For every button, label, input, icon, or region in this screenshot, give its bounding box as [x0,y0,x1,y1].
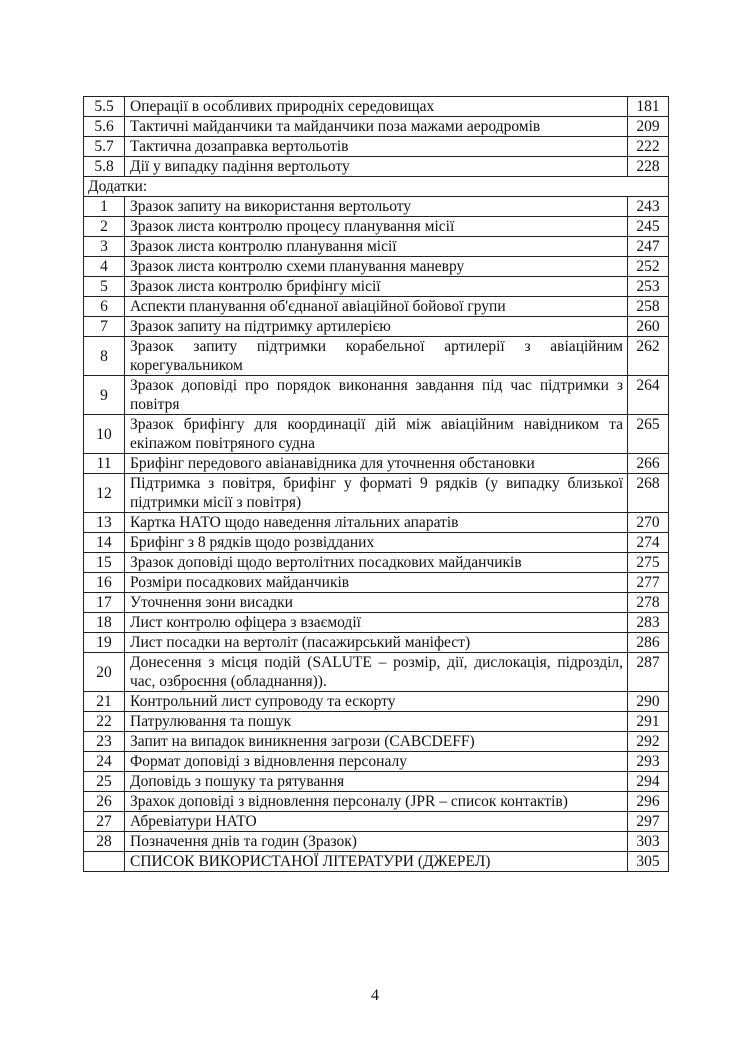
toc-row-title: Розміри посадкових майданчиків [125,573,628,593]
toc-row-title: Лист контролю офіцера з взаємодії [125,613,628,633]
appendix-heading-row [84,177,669,197]
toc-row-title: Зразок листа контролю схеми планування маневру [125,257,628,277]
toc-row-page: 290 [628,692,669,712]
toc-row [84,297,669,317]
toc-row-page: 181 [628,97,669,117]
toc-row-page: 286 [628,633,669,653]
toc-row-page: 287 [628,653,669,692]
toc-row-page: 258 [628,297,669,317]
toc-row-title: Зрахок доповіді з відновлення персоналу (JPR – список контактів) [125,792,628,812]
toc-row-title: Абревіатури НАТО [125,812,628,832]
toc-row [84,157,669,177]
toc-row-number: 23 [84,732,125,752]
toc-row-title: Тактичні майданчики та майданчики поза мажами аеродромів [125,117,628,137]
toc-row-page: 296 [628,792,669,812]
toc-row [84,257,669,277]
toc-row-number: 10 [84,415,125,454]
page-number: 4 [371,987,379,1004]
toc-row [84,474,669,513]
toc-row [84,573,669,593]
toc-row-number: 24 [84,752,125,772]
toc-row-number: 1 [84,197,125,217]
toc-row [84,237,669,257]
toc-row-page: 266 [628,454,669,474]
toc-row [84,513,669,533]
toc-row-page: 252 [628,257,669,277]
toc-row-page: 222 [628,137,669,157]
toc-row-title: Дії у випадку падіння вертольоту [125,157,628,177]
toc-row-number: 9 [84,376,125,415]
toc-row-page: 245 [628,217,669,237]
toc-row-number: 27 [84,812,125,832]
toc-row-number: 25 [84,772,125,792]
toc-row-page: 247 [628,237,669,257]
toc-row-number: 12 [84,474,125,513]
toc-row-title: Зразок запиту на використання вертольоту [125,197,628,217]
toc-row [84,712,669,732]
toc-row-number: 15 [84,553,125,573]
toc-row-number: 4 [84,257,125,277]
toc-row-title: Підтримка з повітря, брифінг у форматі 9 рядків (у випадку близької підтримки місії з повітря) [125,474,628,513]
toc-row-number: 5.7 [84,137,125,157]
toc-section-rows [84,97,669,177]
toc-row-page: 262 [628,337,669,376]
toc-row [84,553,669,573]
toc-row [84,613,669,633]
toc-row-title: Позначення днів та годин (Зразок) [125,832,628,852]
toc-row-number: 6 [84,297,125,317]
toc-row-page: 292 [628,732,669,752]
toc-row [84,633,669,653]
toc-row [84,692,669,712]
toc-row [84,454,669,474]
toc-row-title: Зразок запиту на підтримку артилерією [125,317,628,337]
toc-row-number: 8 [84,337,125,376]
toc-row-page: 278 [628,593,669,613]
toc-row-page: 270 [628,513,669,533]
toc-row-page: 243 [628,197,669,217]
toc-row-number: 5 [84,277,125,297]
toc-row-page: 291 [628,712,669,732]
appendix-heading: Додатки: [84,177,628,197]
toc-row-title: Брифінг з 8 рядків щодо розвідданих [125,533,628,553]
toc-row-number: 13 [84,513,125,533]
toc-row [84,117,669,137]
toc-row-title: Операції в особливих природніх середовищах [125,97,628,117]
toc-row-title: Зразок листа контролю планування місії [125,237,628,257]
toc-row-number: 5.6 [84,117,125,137]
toc-row-number: 3 [84,237,125,257]
toc-row [84,772,669,792]
toc-row-page: 283 [628,613,669,633]
toc-row-page: 294 [628,772,669,792]
bibliography-page: 305 [628,852,669,872]
toc-row-page: 209 [628,117,669,137]
toc-row [84,217,669,237]
bibliography-num [84,852,125,872]
table-of-contents [83,96,669,872]
toc-row-title: Тактична дозаправка вертольотів [125,137,628,157]
toc-row-title: Контрольний лист супроводу та ескорту [125,692,628,712]
toc-row-number: 11 [84,454,125,474]
toc-row-number: 20 [84,653,125,692]
toc-row-title: Доповідь з пошуку та рятування [125,772,628,792]
bibliography-title: СПИСОК ВИКОРИСТАНОЇ ЛІТЕРАТУРИ (ДЖЕРЕЛ) [125,852,628,872]
toc-row-title: Лист посадки на вертоліт (пасажирський маніфест) [125,633,628,653]
toc-row-number: 19 [84,633,125,653]
toc-row-title: Патрулювання та пошук [125,712,628,732]
toc-row [84,792,669,812]
toc-row-title: Запит на випадок виникнення загрози (CABCDEFF) [125,732,628,752]
bibliography-row [84,852,669,872]
toc-row-title: Зразок доповіді щодо вертолітних посадкових майданчиків [125,553,628,573]
toc-appendix-rows [84,197,669,852]
toc-row [84,376,669,415]
toc-row-title: Зразок листа контролю процесу планування місії [125,217,628,237]
toc-row [84,533,669,553]
toc-row [84,732,669,752]
toc-row-number: 5.8 [84,157,125,177]
toc-row-number: 21 [84,692,125,712]
toc-row-title: Уточнення зони висадки [125,593,628,613]
toc-row [84,653,669,692]
toc-bibliography [84,852,669,872]
toc-row-page: 253 [628,277,669,297]
toc-row-page: 303 [628,832,669,852]
toc-row [84,137,669,157]
toc-row-page: 268 [628,474,669,513]
toc-row-title: Зразок запиту підтримки корабельної артилерії з авіаційним корегувальником [125,337,628,376]
toc-row [84,97,669,117]
toc-row-title: Донесення з місця подій (SALUTE – розмір, дії, дислокація, підрозділ, час, озброєння (обладнання)). [125,653,628,692]
toc-row-number: 26 [84,792,125,812]
toc-row-number: 2 [84,217,125,237]
toc-row-page: 264 [628,376,669,415]
toc-row-title: Брифінг передового авіанавідника для уточнення обстановки [125,454,628,474]
toc-row [84,832,669,852]
toc-row [84,317,669,337]
toc-row [84,197,669,217]
toc-row-page: 297 [628,812,669,832]
toc-row [84,593,669,613]
toc-appendix-header [84,177,669,197]
toc-row-page: 228 [628,157,669,177]
toc-row-number: 28 [84,832,125,852]
toc-row-title: Зразок брифінгу для координації дій між авіаційним навідником та екіпажом повітряного судна [125,415,628,454]
toc-row-number: 7 [84,317,125,337]
toc-row-number: 16 [84,573,125,593]
toc-row-page: 293 [628,752,669,772]
toc-row [84,337,669,376]
toc-row-page: 260 [628,317,669,337]
toc-row-title: Картка НАТО щодо наведення літальних апаратів [125,513,628,533]
toc-row-page: 265 [628,415,669,454]
toc-row-title: Зразок доповіді про порядок виконання завдання під час підтримки з повітря [125,376,628,415]
toc-row [84,812,669,832]
appendix-heading-pad [628,177,669,197]
toc-row-title: Формат доповіді з відновлення персоналу [125,752,628,772]
toc-row-number: 17 [84,593,125,613]
toc-row-number: 5.5 [84,97,125,117]
toc-row-page: 277 [628,573,669,593]
toc-row [84,277,669,297]
toc-row-title: Аспекти планування об'єднаної авіаційної бойової групи [125,297,628,317]
toc-row-page: 274 [628,533,669,553]
toc-row-title: Зразок листа контролю брифінгу місії [125,277,628,297]
toc-row [84,415,669,454]
toc-row-number: 14 [84,533,125,553]
toc-row-number: 22 [84,712,125,732]
toc-row [84,752,669,772]
toc-row-number: 18 [84,613,125,633]
toc-row-page: 275 [628,553,669,573]
